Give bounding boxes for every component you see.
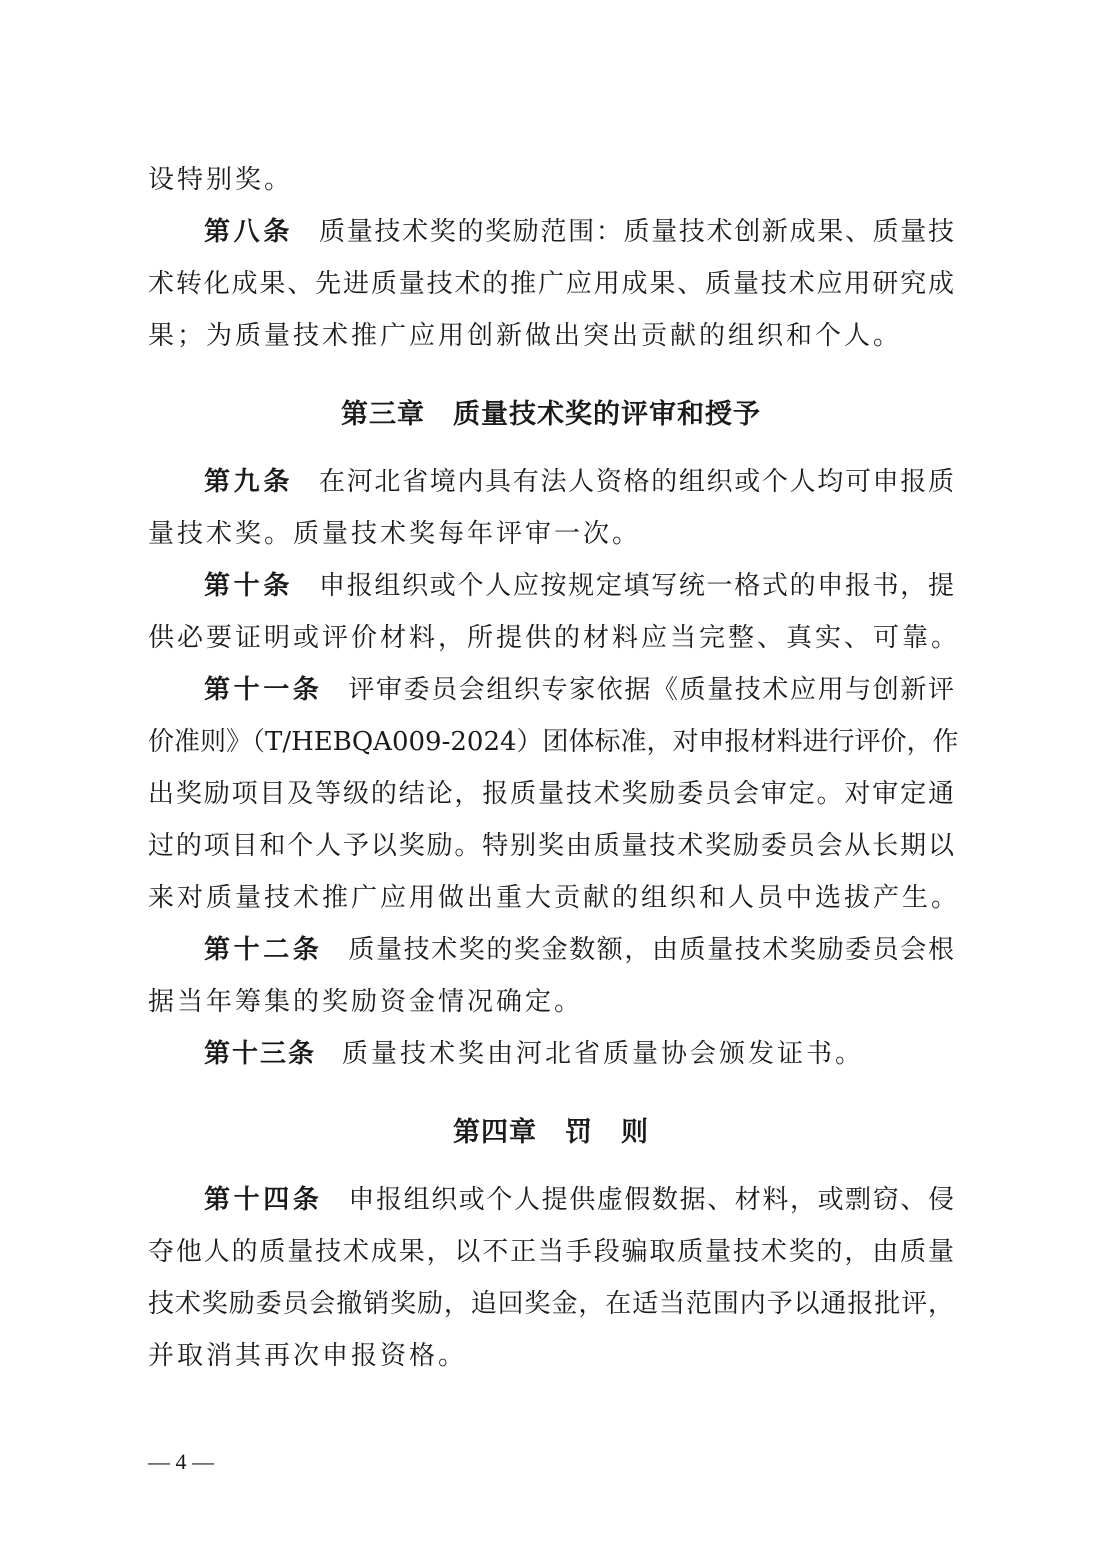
text-line: 量技术奖。质量技术奖每年评审一次。: [148, 519, 642, 549]
article-label: 第十二条: [204, 935, 323, 965]
text-line: [148, 924, 954, 976]
chapter-title: 第三章 质量技术奖的评审和授予: [341, 399, 761, 430]
text-line: 并取消其再次申报资格。: [148, 1341, 468, 1371]
article-text: 在河北省境内具有法人资格的组织或个人均可申报质: [319, 467, 954, 497]
text-line: [148, 664, 954, 716]
text-line: 果；为质量技术推广应用创新做出突出贡献的组织和个人。: [148, 321, 903, 351]
text-line: 价准则》（T/HEBQA009-2024）团体标准，对申报材料进行评价，作: [148, 727, 959, 757]
page-number: — 4 —: [148, 1449, 214, 1474]
text-line: 设特别奖。: [148, 165, 294, 195]
article-label: 第十条: [204, 571, 294, 601]
text-line: 过的项目和个人予以奖励。特别奖由质量技术奖励委员会从长期以: [148, 831, 954, 861]
text-line: 术转化成果、先进质量技术的推广应用成果、质量技术应用研究成: [148, 269, 954, 299]
text-line: [148, 560, 954, 612]
text-line: [148, 456, 954, 508]
article-label: 第九条: [204, 467, 294, 497]
text-line: 供必要证明或评价材料，所提供的材料应当完整、真实、可靠。: [148, 623, 961, 653]
article-text: 质量技术奖由河北省质量协会颁发证书。: [342, 1039, 865, 1069]
text-line: 技术奖励委员会撤销奖励，追回奖金，在适当范围内予以通报批评，: [148, 1289, 954, 1319]
article-text: 申报组织或个人应按规定填写统一格式的申报书，提: [319, 571, 954, 601]
article-label: 第十四条: [204, 1185, 323, 1215]
text-line: 来对质量技术推广应用做出重大贡献的组织和人员中选拔产生。: [148, 883, 961, 913]
text-line: 出奖励项目及等级的结论，报质量技术奖励委员会审定。对审定通: [148, 779, 954, 809]
text-line: [148, 1028, 954, 1080]
article-text: 评审委员会组织专家依据《质量技术应用与创新评: [348, 675, 954, 705]
chapter-title: 第四章 罚 则: [453, 1117, 649, 1148]
article-text: 质量技术奖的奖金数额，由质量技术奖励委员会根: [348, 935, 954, 965]
article-text: 申报组织或个人提供虚假数据、材料，或剽窃、侵: [348, 1185, 954, 1215]
text-line: [148, 206, 954, 258]
article-text: 质量技术奖的奖励范围：质量技术创新成果、质量技: [319, 217, 954, 247]
text-line: 夺他人的质量技术成果，以不正当手段骗取质量技术奖的，由质量: [148, 1237, 954, 1267]
article-label: 第十一条: [204, 675, 323, 705]
article-label: 第八条: [204, 217, 294, 247]
text-line: 据当年筹集的奖励资金情况确定。: [148, 987, 584, 1017]
text-line: [148, 1174, 954, 1226]
article-label: 第十三条: [204, 1039, 317, 1069]
